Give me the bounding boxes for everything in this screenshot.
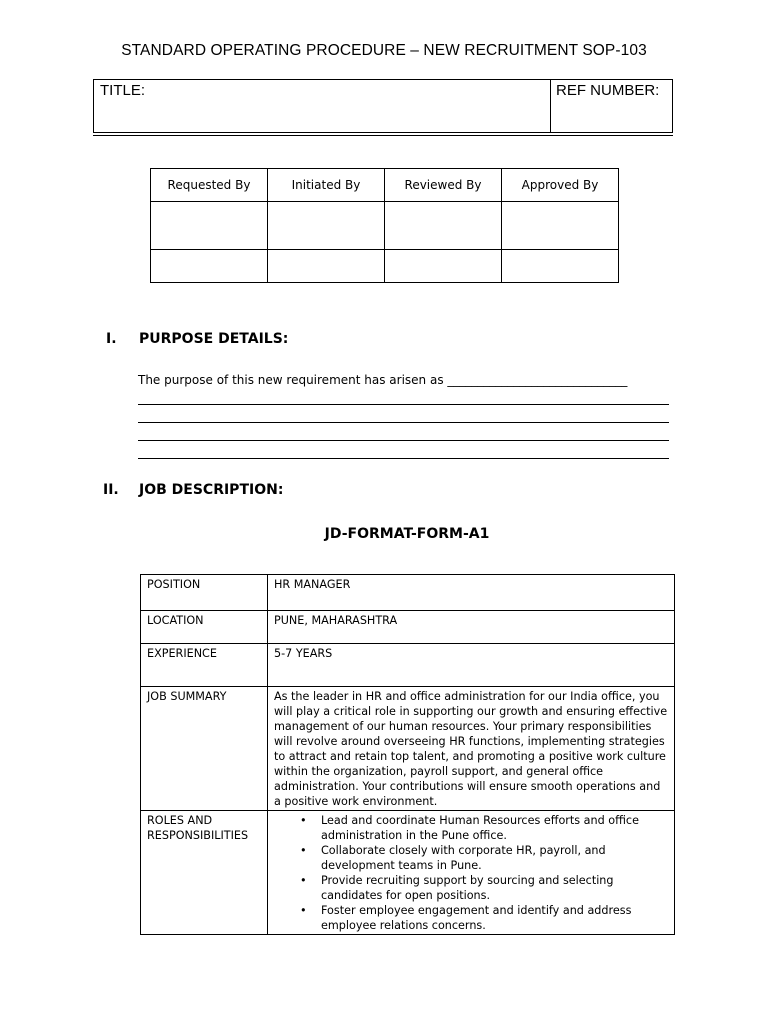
signature-cell	[151, 202, 268, 250]
signature-cell	[502, 202, 619, 250]
title-label: TITLE:	[100, 82, 146, 99]
position-value: HR MANAGER	[268, 575, 675, 611]
date-cell	[502, 250, 619, 283]
form-name: JD-FORMAT-FORM-A1	[324, 526, 490, 542]
signature-header-reviewed: Reviewed By	[385, 169, 502, 202]
document-title: STANDARD OPERATING PROCEDURE – NEW RECRUITMENT SOP-103	[121, 42, 647, 59]
purpose-section-heading: PURPOSE DETAILS:	[139, 331, 289, 347]
date-cell	[385, 250, 502, 283]
purpose-text: The purpose of this new requirement has arisen as ______________________________	[138, 373, 628, 387]
signature-header-requested: Requested By	[151, 169, 268, 202]
signature-cell	[385, 202, 502, 250]
table-row	[141, 611, 675, 644]
roles-list	[274, 813, 668, 933]
roles-value	[268, 811, 675, 935]
title-ref-box	[93, 79, 673, 133]
experience-key: EXPERIENCE	[141, 644, 268, 687]
signature-header-approved: Approved By	[502, 169, 619, 202]
ref-number-label: REF NUMBER:	[556, 82, 660, 99]
date-cell	[151, 250, 268, 283]
purpose-fill-line	[138, 422, 669, 423]
purpose-fill-line	[138, 440, 669, 441]
signature-table	[150, 168, 619, 283]
experience-value: 5-7 YEARS	[268, 644, 675, 687]
table-row	[141, 811, 675, 935]
location-value: PUNE, MAHARASHTRA	[268, 611, 675, 644]
job-description-table	[140, 574, 675, 935]
roles-key: ROLES AND RESPONSIBILITIES	[141, 811, 268, 935]
purpose-fill-line	[138, 458, 669, 459]
table-row	[141, 644, 675, 687]
signature-cell	[268, 202, 385, 250]
signature-header-initiated: Initiated By	[268, 169, 385, 202]
job-summary-key: JOB SUMMARY	[141, 687, 268, 811]
purpose-section-numeral: I.	[106, 331, 117, 347]
job-summary-value: As the leader in HR and office administration for our India office, you will play a critical role in supporting our growth and ensuring effective management of our human resources. Your primary responsibilities will revolve around overseeing HR functions, implementing strategies to attract and retain top talent, and promoting a positive work culture within the organization, payroll support, and general office administration. Your contributions will ensure smooth operations and a positive work environment.	[268, 687, 675, 811]
list-item: • Collaborate closely with corporate HR, payroll, and development teams in Pune.	[321, 843, 668, 873]
position-key: POSITION	[141, 575, 268, 611]
location-key: LOCATION	[141, 611, 268, 644]
title-ref-divider	[550, 80, 551, 132]
job-section-numeral: II.	[103, 482, 119, 498]
table-row	[141, 687, 675, 811]
date-cell	[268, 250, 385, 283]
list-item: • Provide recruiting support by sourcing and selecting candidates for open positions.	[321, 873, 668, 903]
list-item: • Foster employee engagement and identify and address employee relations concerns.	[321, 903, 668, 933]
table-row	[141, 575, 675, 611]
job-section-heading: JOB DESCRIPTION:	[139, 482, 284, 498]
purpose-fill-line	[138, 404, 669, 405]
list-item: • Lead and coordinate Human Resources efforts and office administration in the Pune office.	[321, 813, 668, 843]
